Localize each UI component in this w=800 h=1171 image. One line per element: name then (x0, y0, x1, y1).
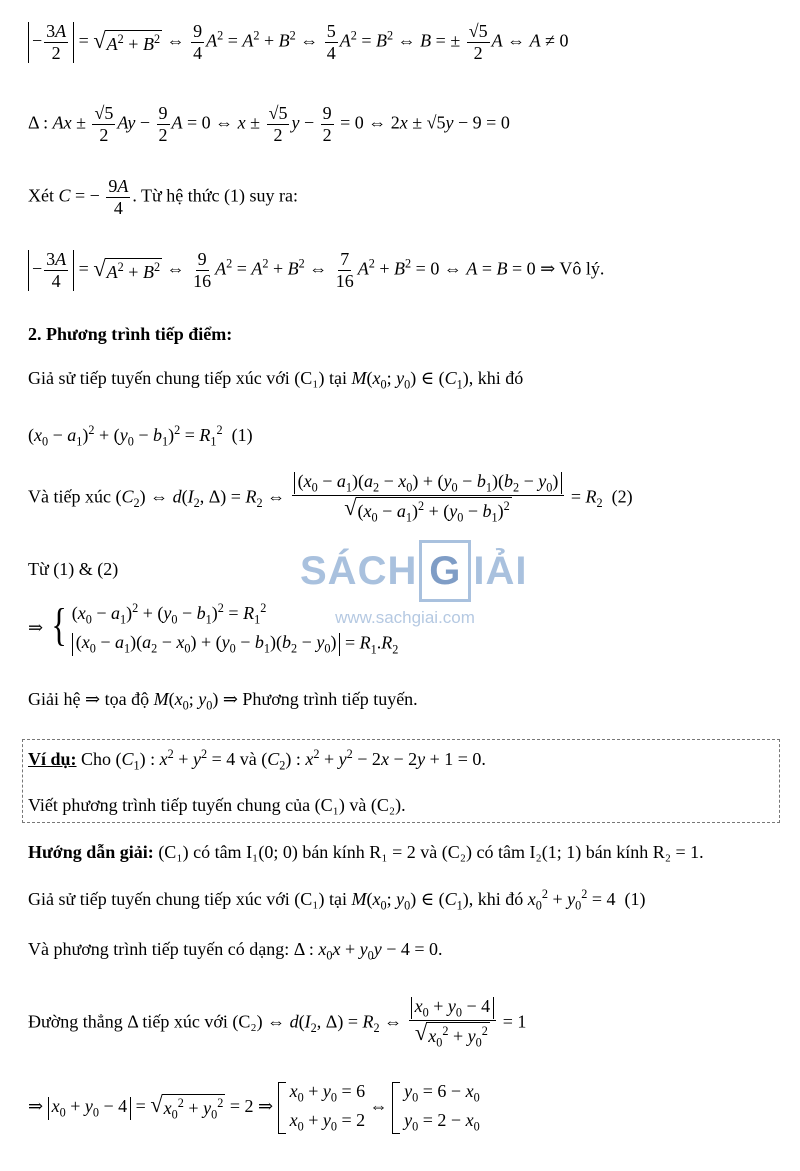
example-line: Ví dụ: Cho $(C_1)$ : $x^2 + y^2 = 4$ và $(C_2)$ : $x^2 + y^2 - 2x - 2y + 1 = 0$. (28, 747, 486, 773)
equation-line-4: − $\frac{3A}{4}$ = √ $A^2 + B^2$ ⇔ $\frac{9}{16}$ $A^2 = A^2 + B^2$ ⇔ $\frac{7}{16}$ $A^2 + B^2 = 0$ ⇔ A = B = 0 ⇒ Vô lý. (28, 250, 604, 291)
solution-gia-su: Giả sử tiếp tuyến chung tiếp xúc với (C₁) tại $M(x_0$; $y_0$) ∈ $(C_1)$, khi đó $x_0^2 + y_0^2 = 4$ (1) (28, 887, 646, 913)
equation-line-1: − $\frac{3A}{2}$ = √ $A^2 + B^2$ ⇔ $\frac{9}{4}$ $A^2 = A^2 + B^2$ ⇔ $\frac{5}{4}$ $A^2 = B^2$ ⇔ B = ± $\frac{√5}{2}$ A ⇔ A ≠ 0 (28, 22, 568, 63)
solution-intro: Hướng dẫn giải: (C₁) có tâm I₁(0; 0) bán kính R₁ = 2 và (C₂) có tâm I₂(1; 1) bán kính R₂ = 1. (28, 842, 704, 862)
solution-final: ⇒ $x_0 + y_0 - 4$ = √ $x_0^2 + y_0^2$ = 2 ⇒ $x_0 + y_0 = 6$ $x_0 + y_0 = 2$ ⇔ $y_0 = 6 - x_0$ $y_0 = 2 - x_0$ (28, 1081, 480, 1134)
gia-su-line: Giả sử tiếp tuyến chung tiếp xúc với (C₁) tại $M(x_0$; $y_0$) ∈ $(C_1)$, khi đó (28, 368, 524, 392)
section-heading: 2. Phương trình tiếp điểm: (28, 324, 233, 344)
solution-tangent-form: Và phương trình tiếp tuyến có dạng: Δ : $x_0x + y_0y - 4 = 0$. (28, 939, 443, 963)
system-equations: ⇒ { $(x_0 - a_1)^2 + (y_0 - b_1)^2 = R_1^2$ $(x_0 - a_1)(a_2 - x_0) + (y_0 - b_1)(b_2 - y_0) = R_1.R_2$ (28, 599, 399, 657)
example-task: Viết phương trình tiếp tuyến chung của (C₁) và (C₂). (28, 795, 406, 815)
equation-1: $(x_0 - a_1)^2 + (y_0 - b_1)^2 = R_1^2$ (1) (28, 423, 253, 449)
watermark-url: www.sachgiai.com (335, 608, 475, 627)
xet-c-line: Xét C = − $\frac{9A}{4}$ . Từ hệ thức (1) suy ra: (28, 176, 298, 218)
tu-1-2: Từ (1) & (2) (28, 559, 119, 579)
equation-line-delta: Δ : Ax ± $\frac{√5}{2}$ Ay − $\frac{9}{2}$ A = 0 ⇔ x ± $\frac{√5}{2}$ y − $\frac{9}{2}$ = 0 ⇔ 2x ± √5y − 9 = 0 (28, 103, 510, 145)
giai-he-line: Giải hệ ⇒ tọa độ $M(x_0$; $y_0$) ⇒ Phương trình tiếp tuyến. (28, 689, 418, 713)
solution-distance: Đường thẳng Δ tiếp xúc với (C₂) ⇔ $d(I_2$, $\Delta) = R_2$ ⇔ $x_0 + y_0 - 4$ √ $x_0^2 + y_0^2$ = 1 (28, 996, 527, 1051)
sachgiai-logo: SÁCH G IẢI (300, 540, 527, 602)
equation-2: Và tiếp xúc $(C_2)$ ⇔ $d(I_2$, $\Delta) = R_2$ ⇔ $(x_0 - a_1)(a_2 - x_0) + (y_0 - b_1)(b_2 - y_0)$ √ $(x_0 - a_1)^2 + (y_0 - b_1)^2$ = $R_2$ (2) (28, 471, 633, 526)
